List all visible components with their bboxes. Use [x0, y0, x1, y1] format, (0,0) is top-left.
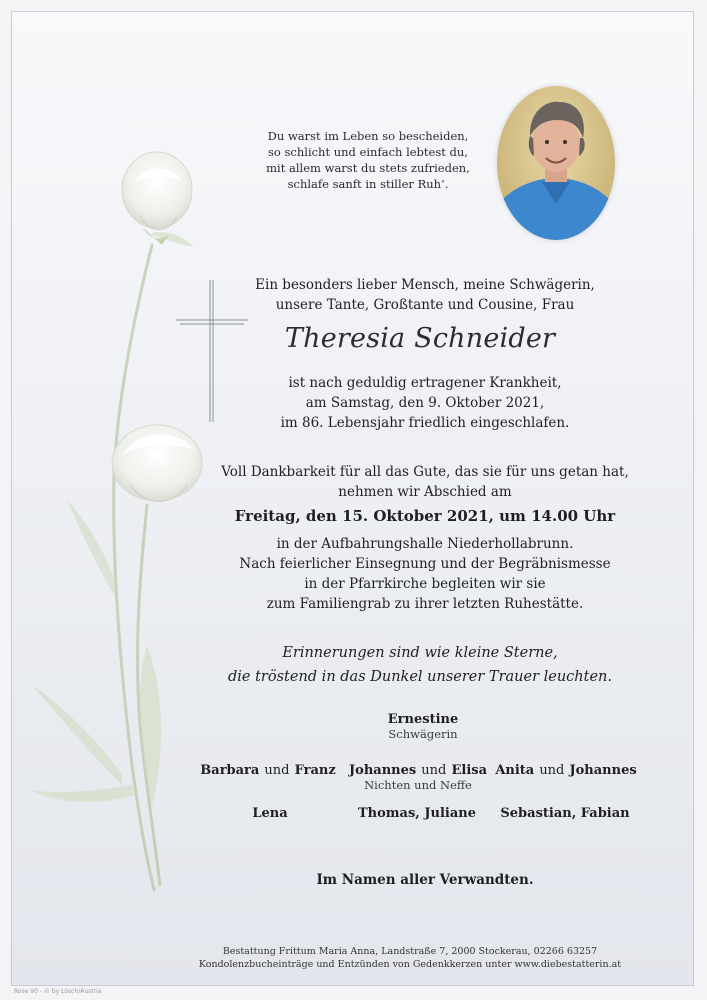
- death-notice: [220, 373, 630, 433]
- mourner-role: Schwägerin: [388, 727, 458, 741]
- intro-text: [220, 275, 630, 315]
- mourner-thomas-juliane: Thomas, Juliane: [358, 806, 476, 821]
- place-line: in der Pfarrkirche begleiten wir sie: [304, 576, 546, 592]
- image-credit: Rose 90 - © by Lösch/Austria: [14, 988, 102, 995]
- mourner-name: Franz: [294, 763, 336, 778]
- farewell-line: nehmen wir Abschied am: [338, 484, 512, 500]
- mourner-role: Nichten und Neffe: [364, 778, 472, 792]
- funeral-home-footer: [180, 945, 640, 971]
- intro-line: unsere Tante, Großtante und Cousine, Frau: [275, 297, 575, 313]
- mourner-anita-johannes: [481, 759, 651, 778]
- footer-line: Bestattung Frittum Maria Anna, Landstraße 7, 2000 Stockerau, 02266 63257: [222, 946, 598, 957]
- death-line: im 86. Lebensjahr friedlich eingeschlafen.: [280, 415, 570, 431]
- mourner-name: Anita: [495, 763, 535, 778]
- mourner-joiner: und: [264, 763, 290, 778]
- death-line: am Samstag, den 9. Oktober 2021,: [305, 395, 545, 411]
- deceased-name: Theresia Schneider: [284, 323, 556, 354]
- poem-line: mit allem warst du stets zufrieden,: [266, 161, 470, 175]
- poem-line: schlafe sanft in stiller Ruh‘.: [287, 177, 449, 191]
- place-line: Nach feierlicher Einsegnung und der Begräbnismesse: [239, 556, 611, 572]
- poem-line: Du warst im Leben so bescheiden,: [267, 129, 469, 143]
- portrait-photo: [497, 86, 615, 240]
- memorial-poem: [228, 128, 508, 192]
- motto-line: Erinnerungen sind wie kleine Sterne,: [282, 645, 558, 661]
- mourner-name: Ernestine: [387, 712, 459, 727]
- mourner-lena: Lena: [252, 806, 288, 821]
- mourner-barbara-franz: [183, 759, 353, 778]
- mourner-joiner: und: [421, 763, 447, 778]
- mourner-sebastian-fabian: Sebastian, Fabian: [500, 806, 630, 821]
- mourner-ernestine: [338, 712, 508, 741]
- white-rose-illustration: [22, 145, 222, 895]
- intro-line: Ein besonders lieber Mensch, meine Schwägerin,: [255, 277, 595, 293]
- footer-line: Kondolenzbucheinträge und Entzünden von Gedenkkerzen unter www.diebestatterin.at: [198, 959, 622, 970]
- place-line: in der Aufbahrungshalle Niederhollabrunn.: [276, 536, 574, 552]
- portrait-figure: [497, 86, 615, 240]
- motto: [200, 641, 640, 689]
- mourner-name: Elisa: [451, 763, 487, 778]
- mourner-name: Barbara: [200, 763, 260, 778]
- funeral-place: [205, 534, 645, 614]
- farewell-text: [205, 462, 645, 502]
- poem-line: so schlicht und einfach lebtest du,: [268, 145, 468, 159]
- mourner-name: Johannes: [569, 763, 637, 778]
- mourner-joiner: und: [539, 763, 565, 778]
- death-line: ist nach geduldig ertragener Krankheit,: [288, 375, 562, 391]
- place-line: zum Familiengrab zu ihrer letzten Ruhestätte.: [266, 596, 584, 612]
- mourner-johannes-elisa: [333, 759, 503, 792]
- motto-line: die tröstend in das Dunkel unserer Trauer leuchten.: [228, 669, 612, 685]
- mourner-name: Johannes: [349, 763, 417, 778]
- closing-line: Im Namen aller Verwandten.: [316, 872, 534, 888]
- farewell-line: Voll Dankbarkeit für all das Gute, das sie für uns getan hat,: [221, 464, 629, 480]
- funeral-datetime: Freitag, den 15. Oktober 2021, um 14.00 Uhr: [234, 507, 616, 525]
